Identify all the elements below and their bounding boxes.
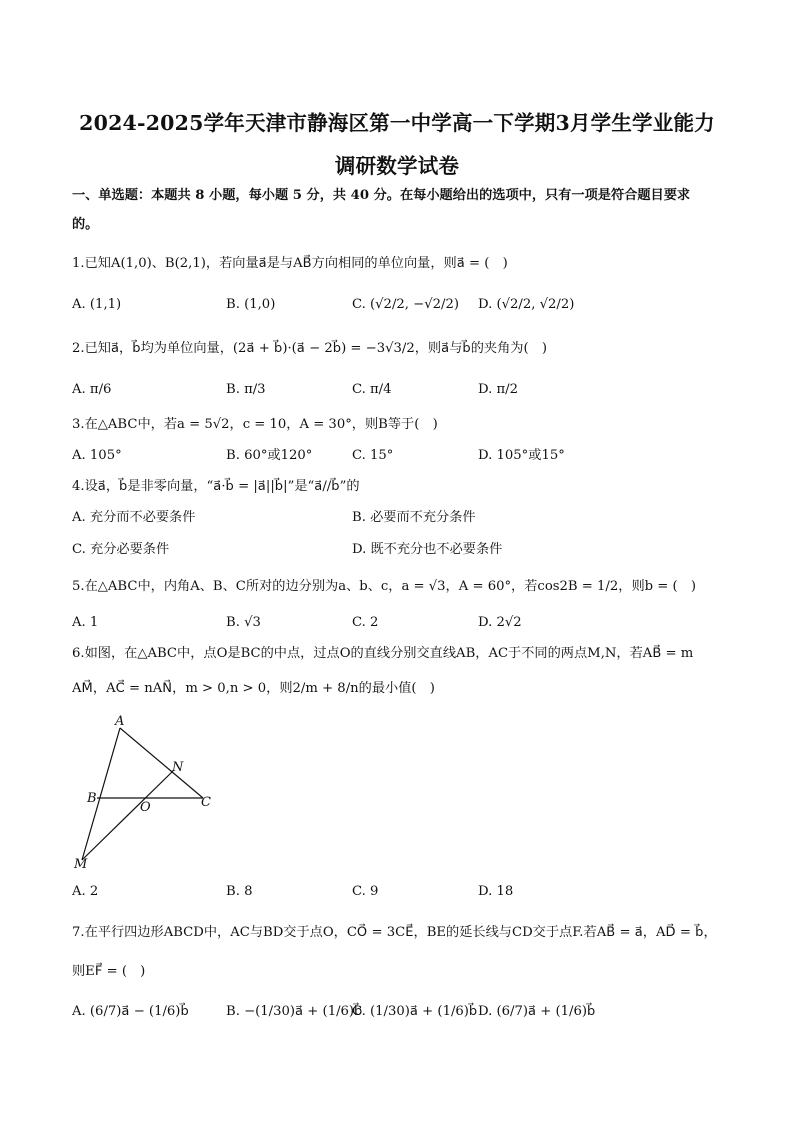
exam-title-line1: 2024-2025学年天津市静海区第一中学高一下学期3月学生学业能力	[79, 111, 715, 135]
question-3-option-b: B. 60°或120°	[226, 448, 313, 463]
question-6-option-d: D. 18	[478, 884, 514, 899]
label-o: O	[140, 800, 151, 815]
question-5-option-d: D. 2√2	[478, 615, 522, 630]
question-7-stem-line1: 7.在平行四边形ABCD中，AC与BD交于点O，CO⃗ = 3CE⃗，BE的延长线与CD交于点F.若AB⃗ = a⃗，AD⃗ = b⃗，	[72, 925, 717, 940]
question-4-stem: 4.设a⃗，b⃗是非零向量，“a⃗·b⃗ = |a⃗||b⃗|”是“a⃗//b⃗”的	[72, 479, 360, 494]
label-n: N	[172, 760, 184, 775]
question-1-option-c: C. (√2/2, −√2/2)	[352, 297, 459, 312]
question-7-option-a: A. (6/7)a⃗ − (1/6)b⃗	[72, 1004, 189, 1019]
question-6-stem-line2: AM⃗，AC⃗ = nAN⃗，m > 0,n > 0，则2/m + 8/n的最小值( )	[72, 681, 435, 696]
question-7-option-d: D. (6/7)a⃗ + (1/6)b⃗	[478, 1004, 596, 1019]
question-6-option-c: C. 9	[352, 884, 379, 899]
question-2-stem: 2.已知a⃗，b⃗均为单位向量，(2a⃗ + b⃗)·(a⃗ − 2b⃗) = −3√3/2，则a⃗与b⃗的夹角为( )	[72, 341, 547, 356]
question-6-option-a: A. 2	[72, 884, 99, 899]
question-2-option-a: A. π/6	[72, 382, 112, 397]
question-2-option-b: B. π/3	[226, 382, 266, 397]
question-7-option-c: C. (1/30)a⃗ + (1/6)b⃗	[352, 1004, 478, 1019]
question-3-option-c: C. 15°	[352, 448, 394, 463]
question-4-option-a: A. 充分而不必要条件	[72, 510, 196, 525]
question-5-option-c: C. 2	[352, 615, 379, 630]
question-1-option-b: B. (1,0)	[226, 297, 276, 312]
question-1-option-d: D. (√2/2, √2/2)	[478, 297, 575, 312]
question-7-option-b: B. −(1/30)a⃗ + (1/6)b⃗	[226, 1004, 363, 1019]
label-c: C	[201, 795, 211, 810]
question-3-stem: 3.在△ABC中，若a = 5√2，c = 10，A = 30°，则B等于( )	[72, 417, 438, 432]
section-header-line1: 一、单选题：本题共 8 小题，每小题 5 分，共 40 分。在每小题给出的选项中，只有一项是符合题目要求	[72, 188, 691, 203]
question-6-figure	[70, 710, 220, 875]
line-ac	[120, 728, 203, 798]
question-4-option-b: B. 必要而不充分条件	[352, 510, 476, 525]
exam-title-line2: 调研数学试卷	[334, 154, 460, 178]
question-6-option-b: B. 8	[226, 884, 253, 899]
question-3-option-a: A. 105°	[72, 448, 122, 463]
question-1-stem: 1.已知A(1,0)、B(2,1)，若向量a⃗是与AB⃗方向相同的单位向量，则a⃗ = ( )	[72, 256, 508, 271]
question-2-option-c: C. π/4	[352, 382, 392, 397]
section-header-line2: 的。	[72, 217, 99, 232]
question-2-option-d: D. π/2	[478, 382, 518, 397]
question-1-option-a: A. (1,1)	[72, 297, 122, 312]
question-5-stem: 5.在△ABC中，内角A、B、C所对的边分别为a、b、c，a = √3，A = 60°，若cos2B = 1/2，则b = ( )	[72, 579, 696, 594]
question-3-option-d: D. 105°或15°	[478, 448, 565, 463]
line-mn	[82, 771, 173, 860]
question-4-option-c: C. 充分必要条件	[72, 542, 170, 557]
question-7-stem-line2: 则EF⃗ = ( )	[72, 964, 146, 979]
question-4-option-d: D. 既不充分也不必要条件	[352, 542, 503, 557]
label-m: M	[74, 857, 88, 872]
question-6-stem-line1: 6.如图，在△ABC中，点O是BC的中点，过点O的直线分别交直线AB，AC于不同的两点M,N，若AB⃗ = m	[72, 646, 694, 661]
label-b: B	[87, 791, 97, 806]
question-5-option-b: B. √3	[226, 615, 261, 630]
label-a: A	[115, 714, 125, 729]
question-5-option-a: A. 1	[72, 615, 99, 630]
